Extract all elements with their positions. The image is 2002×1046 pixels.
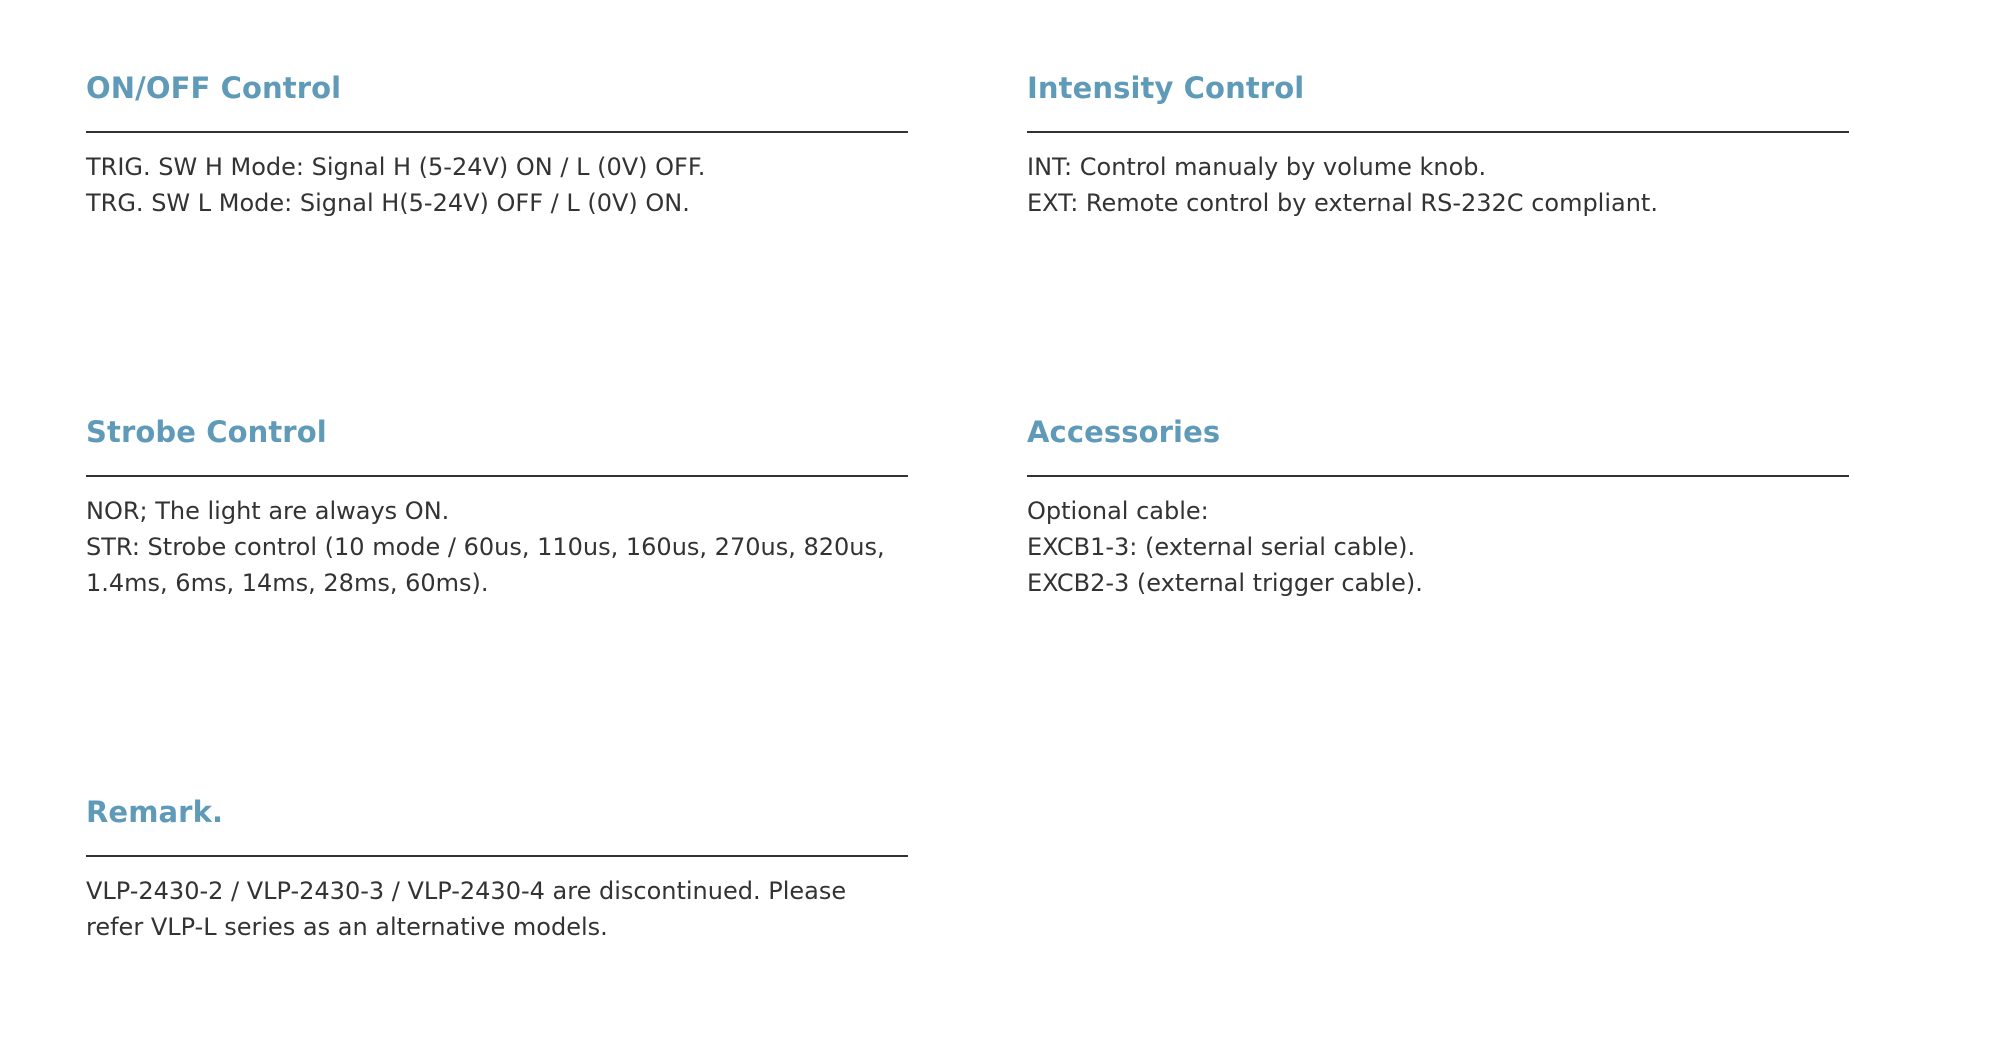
strobe-line-2: STR: Strobe control (10 mode / 60us, 110us, 160us, 270us, 820us, 1.4ms, 6ms, 14ms, 28ms, 60ms).: [86, 533, 885, 597]
section-intensity-control: [1027, 65, 1849, 221]
section-divider: [86, 855, 908, 857]
onoff-line-2: TRG. SW L Mode: Signal H(5-24V) OFF / L (0V) ON.: [86, 189, 690, 217]
section-title-strobe: Strobe Control: [86, 415, 327, 449]
intensity-line-1: INT: Control manualy by volume knob.: [1027, 153, 1487, 181]
strobe-line-1: NOR; The light are always ON.: [86, 497, 450, 525]
section-body-intensity: [1027, 149, 1849, 221]
section-body-accessories: [1027, 493, 1849, 601]
section-body-remark: [86, 873, 908, 945]
accessories-line-3: EXCB2-3 (external trigger cable).: [1027, 569, 1423, 597]
section-divider: [86, 131, 908, 133]
intensity-line-2: EXT: Remote control by external RS-232C compliant.: [1027, 189, 1658, 217]
section-title-onoff: ON/OFF Control: [86, 71, 342, 105]
onoff-line-1: TRIG. SW H Mode: Signal H (5-24V) ON / L (0V) OFF.: [86, 153, 706, 181]
section-divider: [1027, 475, 1849, 477]
accessories-line-2: EXCB1-3: (external serial cable).: [1027, 533, 1416, 561]
section-onoff-control: [86, 65, 908, 221]
section-accessories: [1027, 409, 1849, 601]
section-divider: [1027, 131, 1849, 133]
section-strobe-control: [86, 409, 908, 601]
section-title-intensity: Intensity Control: [1027, 71, 1305, 105]
remark-line-1: VLP-2430-2 / VLP-2430-3 / VLP-2430-4 are discontinued. Please refer VLP-L series as an alternative models.: [86, 877, 847, 941]
accessories-line-1: Optional cable:: [1027, 497, 1209, 525]
section-title-remark: Remark.: [86, 795, 224, 829]
section-body-onoff: [86, 149, 908, 221]
section-remark: [86, 789, 908, 945]
section-divider: [86, 475, 908, 477]
section-title-accessories: Accessories: [1027, 415, 1221, 449]
section-body-strobe: [86, 493, 908, 601]
